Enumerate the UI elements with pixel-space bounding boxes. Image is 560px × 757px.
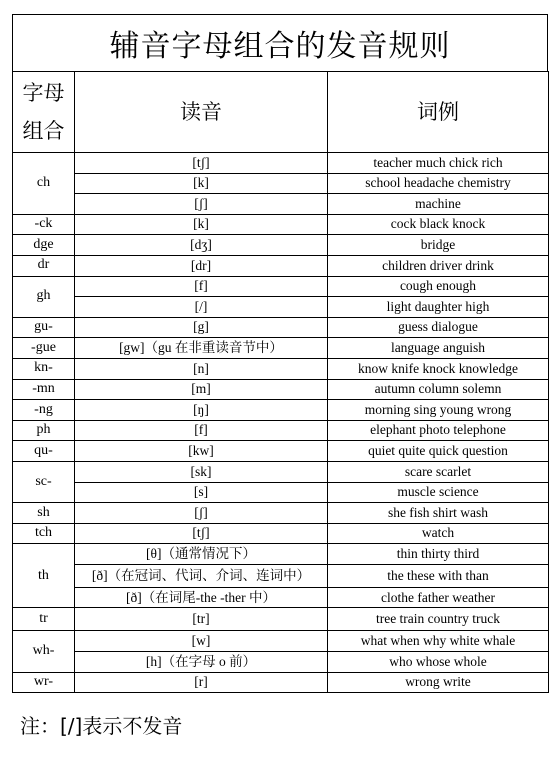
example-words-cell: muscle science bbox=[328, 482, 549, 503]
pronunciation-cell: [m] bbox=[75, 379, 328, 400]
pronunciation-cell: [gw]（gu 在非重读音节中） bbox=[75, 338, 328, 359]
table-row bbox=[13, 297, 549, 318]
example-words-cell: elephant photo telephone bbox=[328, 420, 549, 441]
page-title: 辅音字母组合的发音规则 bbox=[12, 14, 548, 71]
table-row bbox=[13, 652, 549, 673]
table-row bbox=[13, 276, 549, 297]
letter-combination: tr bbox=[13, 608, 75, 631]
table-row bbox=[13, 672, 549, 693]
pronunciation-cell: [tʃ] bbox=[75, 523, 328, 544]
example-words-cell: the these with than bbox=[328, 564, 549, 587]
pronunciation-cell: [ʃ] bbox=[75, 503, 328, 524]
example-words-cell: tree train country truck bbox=[328, 608, 549, 631]
example-words-cell: scare scarlet bbox=[328, 461, 549, 482]
letter-combination: th bbox=[13, 544, 75, 608]
example-words-cell: machine bbox=[328, 194, 549, 215]
letter-combination: wh- bbox=[13, 631, 75, 672]
letter-combination: wr- bbox=[13, 672, 75, 693]
letter-combination: dge bbox=[13, 235, 75, 256]
letter-combination: -ck bbox=[13, 214, 75, 235]
pronunciation-cell: [s] bbox=[75, 482, 328, 503]
header-pronunciation: 读音 bbox=[75, 72, 328, 153]
table-row bbox=[13, 400, 549, 421]
example-words-cell: morning sing young wrong bbox=[328, 400, 549, 421]
table-row bbox=[13, 461, 549, 482]
footnote: 注：[/]表示不发音 bbox=[20, 714, 183, 738]
pronunciation-cell: [kw] bbox=[75, 441, 328, 462]
pronunciation-cell: [k] bbox=[75, 214, 328, 235]
table-row bbox=[13, 194, 549, 215]
pronunciation-cell: [tʃ] bbox=[75, 153, 328, 174]
letter-combination: -gue bbox=[13, 338, 75, 359]
header-row bbox=[13, 72, 549, 153]
example-words-cell: watch bbox=[328, 523, 549, 544]
pronunciation-cell: [ð]（在冠词、代词、介词、连词中） bbox=[75, 564, 328, 587]
example-words-cell: clothe father weather bbox=[328, 587, 549, 608]
letter-combination: gh bbox=[13, 276, 75, 317]
letter-combination: gu- bbox=[13, 317, 75, 338]
table-row bbox=[13, 235, 549, 256]
letter-combination: ph bbox=[13, 420, 75, 441]
example-words-cell: guess dialogue bbox=[328, 317, 549, 338]
pronunciation-cell: [/] bbox=[75, 297, 328, 318]
pronunciation-cell: [h]（在字母 o 前） bbox=[75, 652, 328, 673]
example-words-cell: know knife knock knowledge bbox=[328, 358, 549, 379]
table-row bbox=[13, 214, 549, 235]
example-words-cell: children driver drink bbox=[328, 255, 549, 276]
pronunciation-cell: [ð]（在词尾-the -ther 中） bbox=[75, 587, 328, 608]
pronunciation-cell: [g] bbox=[75, 317, 328, 338]
letter-combination: qu- bbox=[13, 441, 75, 462]
pronunciation-cell: [r] bbox=[75, 672, 328, 693]
table-row bbox=[13, 544, 549, 565]
example-words-cell: autumn column solemn bbox=[328, 379, 549, 400]
pronunciation-cell: [dʒ] bbox=[75, 235, 328, 256]
table-row bbox=[13, 255, 549, 276]
example-words-cell: teacher much chick rich bbox=[328, 153, 549, 174]
example-words-cell: cough enough bbox=[328, 276, 549, 297]
table-row bbox=[13, 441, 549, 462]
pronunciation-cell: [sk] bbox=[75, 461, 328, 482]
pronunciation-cell: [f] bbox=[75, 420, 328, 441]
letter-combination: -ng bbox=[13, 400, 75, 421]
example-words-cell: thin thirty third bbox=[328, 544, 549, 565]
example-words-cell: she fish shirt wash bbox=[328, 503, 549, 524]
table-row bbox=[13, 523, 549, 544]
pronunciation-cell: [tr] bbox=[75, 608, 328, 631]
example-words-cell: bridge bbox=[328, 235, 549, 256]
table-row bbox=[13, 482, 549, 503]
example-words-cell: what when why white whale bbox=[328, 631, 549, 652]
example-words-cell: language anguish bbox=[328, 338, 549, 359]
header-examples: 词例 bbox=[328, 72, 549, 153]
letter-combination: sh bbox=[13, 503, 75, 524]
example-words-cell: who whose whole bbox=[328, 652, 549, 673]
pronunciation-cell: [θ]（通常情况下） bbox=[75, 544, 328, 565]
pronunciation-cell: [w] bbox=[75, 631, 328, 652]
letter-combination: tch bbox=[13, 523, 75, 544]
example-words-cell: quiet quite quick question bbox=[328, 441, 549, 462]
pronunciation-cell: [dr] bbox=[75, 255, 328, 276]
header-letters: 字母 组合 bbox=[13, 72, 75, 153]
table-row bbox=[13, 420, 549, 441]
rules-table bbox=[12, 71, 549, 693]
table-row bbox=[13, 503, 549, 524]
example-words-cell: light daughter high bbox=[328, 297, 549, 318]
rules-table-body bbox=[13, 72, 549, 693]
pronunciation-cell: [n] bbox=[75, 358, 328, 379]
table-row bbox=[13, 379, 549, 400]
example-words-cell: cock black knock bbox=[328, 214, 549, 235]
letter-combination: sc- bbox=[13, 461, 75, 502]
table-row bbox=[13, 564, 549, 587]
table-row bbox=[13, 631, 549, 652]
rules-sheet bbox=[12, 14, 548, 693]
table-row bbox=[13, 608, 549, 631]
table-row bbox=[13, 587, 549, 608]
example-words-cell: wrong write bbox=[328, 672, 549, 693]
pronunciation-cell: [f] bbox=[75, 276, 328, 297]
letter-combination: kn- bbox=[13, 358, 75, 379]
letter-combination: dr bbox=[13, 255, 75, 276]
pronunciation-cell: [k] bbox=[75, 173, 328, 194]
table-row bbox=[13, 338, 549, 359]
pronunciation-cell: [ŋ] bbox=[75, 400, 328, 421]
table-row bbox=[13, 173, 549, 194]
pronunciation-cell: [ʃ] bbox=[75, 194, 328, 215]
letter-combination: ch bbox=[13, 153, 75, 215]
letter-combination: -mn bbox=[13, 379, 75, 400]
table-row bbox=[13, 358, 549, 379]
table-row bbox=[13, 153, 549, 174]
example-words-cell: school headache chemistry bbox=[328, 173, 549, 194]
table-row bbox=[13, 317, 549, 338]
